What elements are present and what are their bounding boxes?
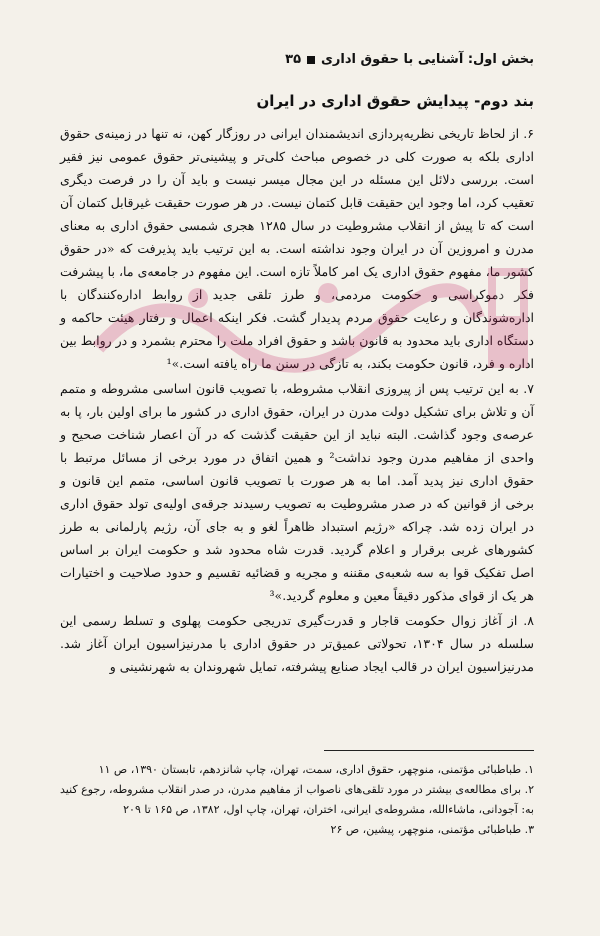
running-header [60,52,534,67]
paragraph-7: ۷. به این ترتیب پس از پیروزی انقلاب مشروطه، با تصویب قانون اساسی مشروطه و متمم آن و تلاش برای تشکیل دولت مدرن در ایران، حقوق اداری در کشور ما برای اولین بار، پا به عرصه‌ی وجود گذاشت. البته نباید از این حقیقت گذشت که در آن اعصار شناخت صحیح و واحدی از مفاهیم مدرن وجود نداشت² و همین اتفاق در مورد برخی از مسائل مرتبط با حقوق اداری نیز پدید آمد. اما به هر صورت با تصویب قانون اساسی، متمم این قانون و برخی از قوانین که در صدر مشروطیت به تصویب رسیدند جرقه‌ی اولیه‌ی تولد حقوق اداری در ایران زده شد. چراکه «رژیم استبداد ظاهراً لغو و به جای آن، رژیم پارلمانی به طرز کشورهای غربی برقرار و اعلام گردید. قدرت شاه محدود شد و حکومت ایران بر اساس اصل تفکیک قوا به سه شعبه‌ی مقننه و مجریه و قضائیه تقسیم و حدود صلاحیت و اختیارات هر یک از قوای مذکور دقیقاً معین و معلوم گردید.»³ [60,381,535,603]
header-title: بخش اول: آشنایی با حقوق اداری [321,52,534,67]
page-number: ۳۵ [285,52,302,67]
square-bullet-icon [307,56,315,64]
footnote-2: ۲. برای مطالعه‌ی بیشتر در مورد تلقی‌های ناصواب از مفاهیم مدرن، در صدر انقلاب مشروطه، رجوع کنید به: آجودانی، ماشاءالله، مشروطه‌ی ایرانی، اختران، تهران، چاپ اول، ۱۳۸۲، ص ۱۶۵ تا ۲۰۹ [60,783,534,816]
paragraph-8: ۸. از آغاز زوال حکومت قاجار و قدرت‌گیری تدریجی حکومت پهلوی و تسلط رسمی این سلسله در سال ۱۳۰۴، تحولاتی عمیق‌تر در حقوق اداری با مدرنیزاسیون ایران آغاز شد. مدرنیزاسیون ایران در قالب ایجاد صنایع پیشرفته، تمایل شهروندان به شهرنشینی و [60,613,534,674]
body-text [60,122,534,680]
publisher-watermark-logo [78,258,538,378]
paragraph-6: ۶. از لحاظ تاریخی نظریه‌پردازی اندیشمندان ایرانی در روزگار کهن، نه تنها در زمینه‌ی حقوق اداری بلکه به صورت کلی در خصوص مباحث کلی‌تر و پیشینی‌تر حقوق عمومی نیز فقیر است. بررسی دلائل این مسئله در این مجال میسر نیست و باید آن را در فرصت دیگری تعقیب کرد، اما وجود این حقیقت قابل کتمان نیست. در هر صورت حقیقت غیرقابل کتمان آن است که تا پیش از انقلاب مشروطیت در سال ۱۲۸۵ هجری شمسی حقوق اداری به معنای مدرن و امروزین آن در ایران وجود نداشته است. به این ترتیب باید پذیرفت که «در حقوق کشور ما، مفهوم حقوق اداری یک امر کاملاً تازه است. این مفهوم در جامعه‌ی ما، با پیشرفت فکر دموکراسی و حکومت مردمی، و طرز تلقی جدید از روابط اداره‌کنندگان با اداره‌شوندگان و رعایت حقوق مردم پدیدار گشت. فکر اینکه اعمال و رفتار هیئت حاکمه و دستگاه اداری باید محدود به قانون باشد و حقوق افراد ملت را محترم بشمرد و در روابط بین اداره و فرد، قانون حکومت بکند، به تازگی در سنن ما راه یافته است.»¹ [60,126,534,371]
footnotes [60,760,534,840]
footnote-separator [324,750,534,751]
section-heading: بند دوم- پیدایش حقوق اداری در ایران [256,92,534,110]
footnote-1: ۱. طباطبائی مؤتمنی، منوچهر، حقوق اداری، سمت، تهران، چاپ شانزدهم، تابستان ۱۳۹۰، ص ۱۱ [98,763,534,776]
footnote-3: ۳. طباطبائی مؤتمنی، منوچهر، پیشین، ص ۲۶ [330,823,534,836]
